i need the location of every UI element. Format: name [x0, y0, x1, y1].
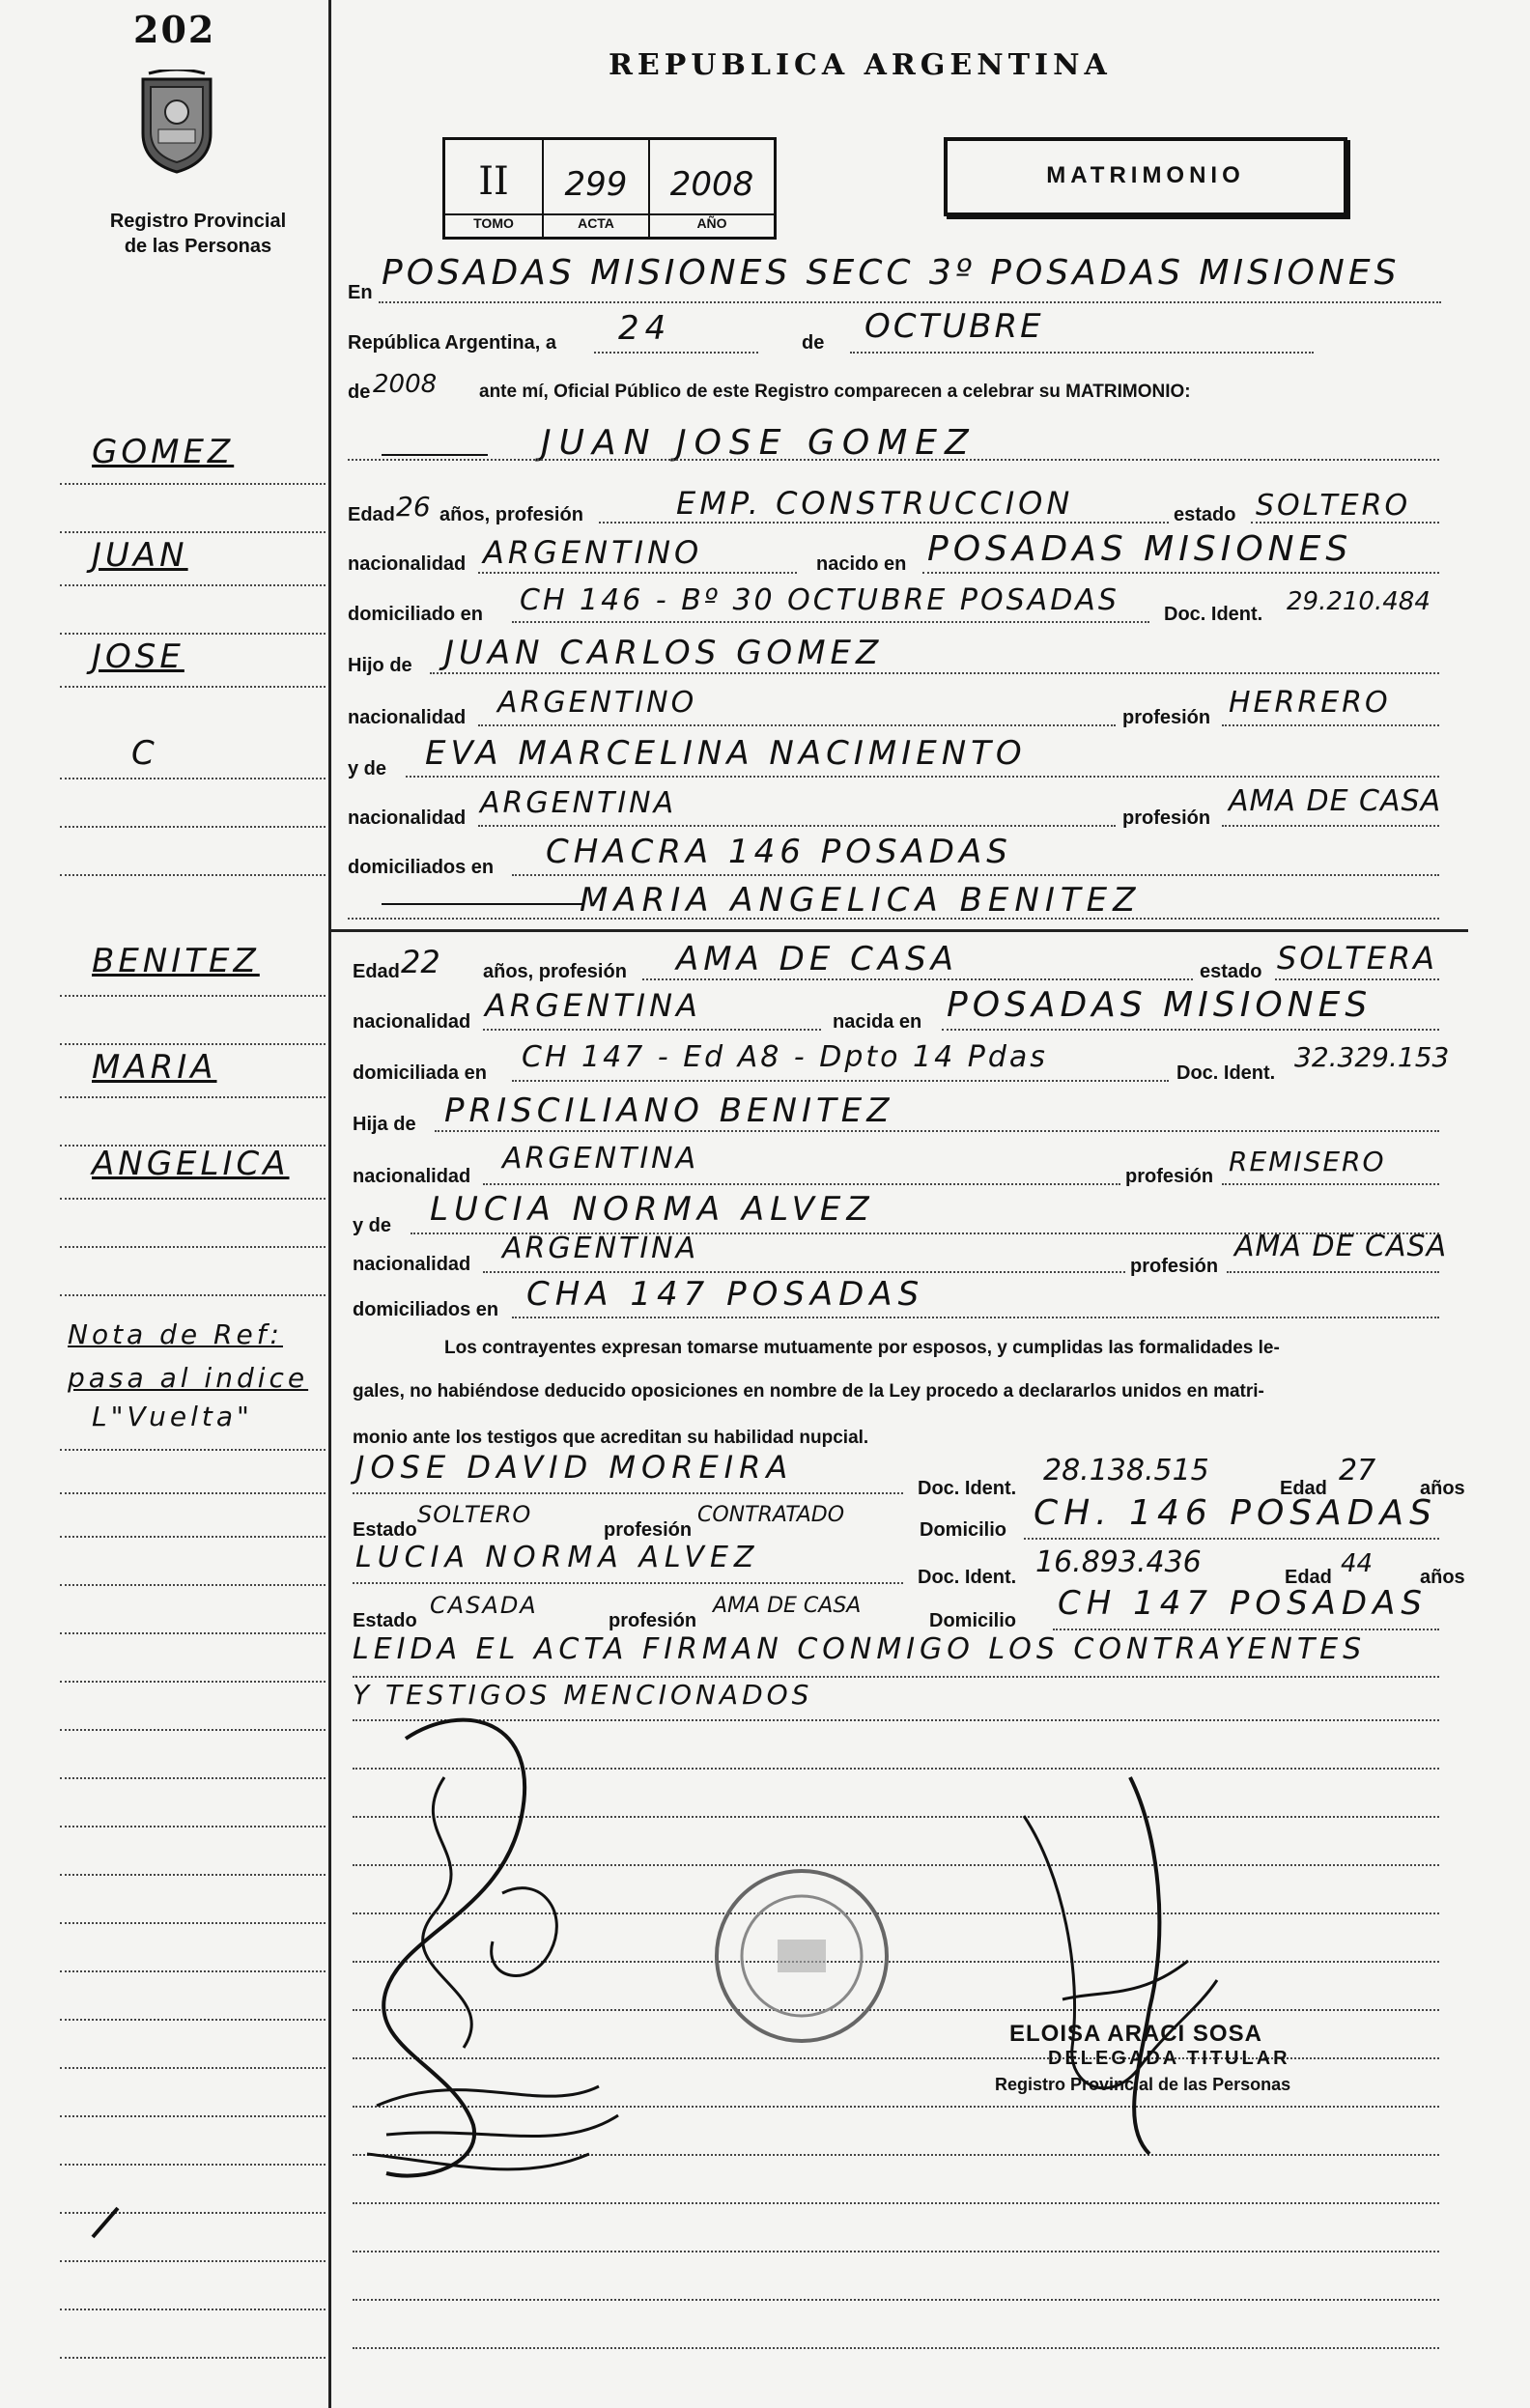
- groom-profession-rule: [599, 522, 1169, 524]
- bride-father-profession: REMISERO: [1229, 1146, 1386, 1177]
- groom-name: JUAN JOSE GOMEZ: [541, 423, 977, 463]
- groom-father-nat-rule: [478, 724, 1116, 726]
- bride-hija-label: Hija de: [353, 1114, 416, 1135]
- bride-mother-nationality: ARGENTINA: [502, 1232, 699, 1265]
- groom-father-profession: HERRERO: [1229, 686, 1391, 720]
- witness1-prof-label: profesión: [604, 1519, 693, 1541]
- groom-nationality: ARGENTINO: [483, 534, 703, 571]
- bride-father-nat-label: nacionalidad: [353, 1166, 471, 1187]
- witness2-doc-label: Doc. Ident.: [918, 1567, 1017, 1588]
- witness1-estado: SOLTERO: [417, 1501, 532, 1528]
- margin-rule: [60, 1681, 326, 1683]
- registry-name-line2: de las Personas: [124, 236, 272, 257]
- margin-rule: [60, 2357, 326, 2359]
- groom-estado: SOLTERO: [1256, 489, 1411, 523]
- margin-rule: [60, 2115, 326, 2117]
- margin-rule: [60, 1874, 326, 1876]
- bride-birthplace-rule: [942, 1029, 1439, 1031]
- tomo-label: TOMO: [473, 215, 514, 231]
- witness2-name: LUCIA NORMA ALVEZ: [355, 1541, 760, 1574]
- margin-rule: [60, 778, 326, 779]
- bride-profession: AMA DE CASA: [676, 940, 958, 978]
- margin-rule: [60, 1246, 326, 1248]
- witness1-edad-label: Edad: [1280, 1478, 1327, 1499]
- month-rule: [850, 352, 1314, 354]
- margin-name-2: JOSE: [92, 637, 184, 676]
- ante-text: ante mí, Oficial Público de este Registro comparecen a celebrar su MATRIMONIO:: [479, 382, 1191, 402]
- bride-estado-label: estado: [1200, 961, 1262, 982]
- margin-rule: [60, 826, 326, 828]
- official-title: DELEGADA TITULAR: [1048, 2048, 1290, 2069]
- margin-note-2: pasa al indice: [68, 1362, 309, 1394]
- groom-father-prof-rule: [1222, 724, 1439, 726]
- witness1-doc: 28.138.515: [1043, 1454, 1209, 1487]
- groom-mother: EVA MARCELINA NACIMIENTO: [425, 734, 1027, 773]
- groom-mother-nationality: ARGENTINA: [480, 786, 677, 820]
- witness1-address: CH. 146 POSADAS: [1034, 1493, 1437, 1533]
- acta-value: 299: [564, 165, 628, 204]
- margin-name-bride-1: MARIA: [92, 1048, 217, 1087]
- margin-rule: [60, 584, 326, 586]
- witness2-dom-label: Domicilio: [929, 1610, 1017, 1631]
- witness2-doc: 16.893.436: [1035, 1545, 1202, 1579]
- acta-label: ACTA: [578, 215, 614, 231]
- margin-name-bride-2: ANGELICA: [92, 1145, 290, 1183]
- bride-parents-dom-label: domiciliados en: [353, 1299, 499, 1320]
- record-type-box: [944, 137, 1347, 216]
- margin-rule: [60, 1536, 326, 1538]
- groom-name-rule: [348, 459, 1439, 461]
- page-number: 202: [133, 8, 216, 51]
- margin-rule: [60, 633, 326, 635]
- official-stamp-icon: [710, 1864, 893, 2048]
- body-rule: [353, 2299, 1439, 2301]
- bride-name-rule: [348, 918, 1439, 920]
- bride-mother-prof-rule: [1227, 1271, 1439, 1273]
- margin-rule: [60, 2067, 326, 2069]
- groom-father-rule: [430, 672, 1439, 674]
- margin-divider: [328, 0, 331, 2408]
- bride-nat-rule: [483, 1029, 821, 1031]
- groom-mother-nat-label: nacionalidad: [348, 807, 467, 829]
- official-signature: [1005, 1758, 1256, 2164]
- margin-name-1: JUAN: [92, 536, 188, 575]
- bride-estado-rule: [1275, 978, 1439, 980]
- republica-label: República Argentina, a: [348, 332, 556, 354]
- bride-father-prof-label: profesión: [1125, 1166, 1214, 1187]
- witness1-doc-label: Doc. Ident.: [918, 1478, 1017, 1499]
- witness2-estado: CASADA: [430, 1592, 538, 1619]
- groom-birthplace: POSADAS MISIONES: [927, 529, 1353, 569]
- ano-value: 2008: [669, 165, 754, 204]
- margin-rule: [60, 995, 326, 997]
- body-rule: [353, 2251, 1439, 2252]
- margin-rule: [60, 2260, 326, 2262]
- margin-surname: GOMEZ: [92, 433, 235, 471]
- groom-estado-rule: [1251, 522, 1439, 524]
- de-label: de: [802, 332, 825, 354]
- bride-father-rule: [435, 1130, 1439, 1132]
- tomo-value: II: [478, 159, 509, 204]
- bride-nationality: ARGENTINA: [485, 987, 701, 1024]
- groom-nat-label: nacionalidad: [348, 553, 467, 575]
- groom-anos-profesion: años, profesión: [439, 504, 583, 525]
- witness1-estado-label: Estado: [353, 1519, 417, 1541]
- witness2-prof-label: profesión: [609, 1610, 697, 1631]
- margin-rule: [60, 483, 326, 485]
- bride-father-prof-rule: [1222, 1183, 1439, 1185]
- witness1-profession: CONTRATADO: [697, 1503, 845, 1527]
- margin-rule: [60, 2309, 326, 2310]
- bride-father: PRISCILIANO BENITEZ: [444, 1091, 894, 1130]
- official-name: ELOISA ARACI SOSA: [1009, 2021, 1262, 2047]
- witness1-age: 27: [1339, 1454, 1376, 1487]
- bride-yde-label: y de: [353, 1215, 392, 1236]
- bride-anos-profesion: años, profesión: [483, 961, 627, 982]
- groom-parents-address: CHACRA 146 POSADAS: [546, 833, 1012, 871]
- margin-note-1: Nota de Ref:: [68, 1318, 283, 1350]
- year-value: 2008: [373, 370, 438, 399]
- bride-address-rule: [512, 1080, 1169, 1082]
- bride-mother-profession: AMA DE CASA: [1234, 1230, 1448, 1263]
- margin-rule: [60, 2164, 326, 2166]
- bride-father-nat-rule: [483, 1183, 1120, 1185]
- groom-profession: EMP. CONSTRUCCION: [676, 485, 1074, 522]
- official-office: Registro Provincial de las Personas: [995, 2075, 1291, 2094]
- bride-edad-label: Edad: [353, 961, 400, 982]
- bride-profession-rule: [642, 978, 1193, 980]
- groom-birthplace-rule: [922, 572, 1439, 574]
- ano-label: AÑO: [696, 215, 727, 231]
- witness1-dom-label: Domicilio: [920, 1519, 1007, 1541]
- margin-rule: [60, 1826, 326, 1827]
- margin-initial: C: [131, 734, 158, 773]
- witness1-anos: años: [1420, 1478, 1465, 1499]
- bride-parents-address-rule: [512, 1317, 1439, 1318]
- margin-note-3: L"Vuelta": [92, 1401, 253, 1432]
- margin-rule: [60, 1632, 326, 1634]
- groom-address-rule: [512, 621, 1149, 623]
- groom-edad-label: Edad: [348, 504, 395, 525]
- margin-surname-bride: BENITEZ: [92, 942, 260, 980]
- groom-father-prof-label: profesión: [1122, 707, 1211, 728]
- groom-parents-address-rule: [512, 874, 1439, 876]
- margin-rule: [60, 1584, 326, 1586]
- declaration-line1: Los contrayentes expresan tomarse mutuamente por esposos, y cumplidas las formalidades le-: [444, 1338, 1280, 1358]
- margin-rule: [60, 686, 326, 688]
- declaration-line3: monio ante los testigos que acreditan su habilidad nupcial.: [353, 1428, 869, 1448]
- bride-dom-label: domiciliada en: [353, 1062, 487, 1084]
- body-rule: [353, 2202, 1439, 2204]
- en-label: En: [348, 282, 373, 303]
- bride-doc-label: Doc. Ident.: [1176, 1062, 1276, 1084]
- witness2-name-rule: [353, 1582, 903, 1584]
- margin-rule: [60, 1970, 326, 1972]
- witness2-address-rule: [1053, 1629, 1439, 1630]
- margin-rule: [60, 1449, 326, 1451]
- groom-dom-label: domiciliado en: [348, 604, 484, 625]
- bride-parents-address: CHA 147 POSADAS: [526, 1275, 925, 1314]
- contrayentes-signatures: [348, 1700, 657, 2202]
- declaration-line2: gales, no habiéndose deducido oposiciones en nombre de la Ley procedo a declararlos unidos en matri-: [353, 1381, 1264, 1402]
- closing-line1: LEIDA EL ACTA FIRMAN CONMIGO LOS CONTRAYENTES: [353, 1632, 1367, 1666]
- groom-yde-label: y de: [348, 758, 387, 779]
- witness1-address-rule: [1024, 1538, 1439, 1540]
- groom-doc-label: Doc. Ident.: [1164, 604, 1263, 625]
- bride-mother: LUCIA NORMA ALVEZ: [430, 1190, 875, 1229]
- witness1-name-rule: [353, 1492, 903, 1494]
- country-heading: REPUBLICA ARGENTINA: [609, 48, 1112, 82]
- groom-mother-rule: [406, 776, 1439, 778]
- year-prefix: de: [348, 382, 371, 403]
- groom-estado-label: estado: [1174, 504, 1236, 525]
- witness2-address: CH 147 POSADAS: [1058, 1584, 1428, 1623]
- groom-hijo-label: Hijo de: [348, 655, 412, 676]
- margin-rule: [60, 1729, 326, 1731]
- day-value: 24: [618, 309, 672, 348]
- groom-bride-separator: [328, 929, 1468, 932]
- witness2-edad-label: Edad: [1285, 1567, 1332, 1588]
- groom-mother-prof-label: profesión: [1122, 807, 1211, 829]
- witness2-age: 44: [1341, 1549, 1374, 1578]
- bride-estado: SOLTERA: [1277, 940, 1438, 977]
- groom-doc: 29.210.484: [1287, 587, 1431, 616]
- witness2-anos: años: [1420, 1567, 1465, 1588]
- witness2-estado-label: Estado: [353, 1610, 417, 1631]
- body-rule: [353, 1676, 1439, 1678]
- place-rule: [379, 301, 1441, 303]
- body-rule: [353, 2347, 1439, 2349]
- bride-mother-prof-label: profesión: [1130, 1256, 1219, 1277]
- bride-name: MARIA ANGELICA BENITEZ: [580, 881, 1142, 920]
- margin-rule: [60, 1096, 326, 1098]
- bride-name-stroke: [382, 903, 584, 905]
- place-value: POSADAS MISIONES SECC 3º POSADAS MISIONES: [382, 253, 1401, 293]
- bride-mother-nat-label: nacionalidad: [353, 1254, 471, 1275]
- groom-father-nationality: ARGENTINO: [497, 686, 697, 720]
- groom-nacido-label: nacido en: [816, 553, 907, 575]
- margin-rule: [60, 531, 326, 533]
- groom-mother-nat-rule: [478, 825, 1116, 827]
- witness2-profession: AMA DE CASA: [713, 1594, 862, 1618]
- day-rule: [594, 352, 758, 354]
- margin-tick-mark: [87, 2202, 126, 2241]
- groom-age: 26: [396, 491, 431, 523]
- bride-father-nationality: ARGENTINA: [502, 1142, 699, 1176]
- groom-nat-rule: [478, 572, 797, 574]
- registry-name-line1: Registro Provincial: [109, 211, 287, 232]
- closing-line2: Y TESTIGOS MENCIONADOS: [353, 1679, 813, 1711]
- margin-rule: [60, 1777, 326, 1779]
- record-number-box: [442, 137, 777, 240]
- bride-nacida-label: nacida en: [833, 1011, 922, 1033]
- registry-seal-icon: [135, 70, 218, 176]
- month-value: OCTUBRE: [864, 307, 1044, 346]
- groom-mother-prof-rule: [1222, 825, 1439, 827]
- margin-rule: [60, 1922, 326, 1924]
- groom-parents-dom-label: domiciliados en: [348, 857, 495, 878]
- margin-rule: [60, 874, 326, 876]
- groom-father: JUAN CARLOS GOMEZ: [444, 634, 884, 672]
- bride-age: 22: [401, 944, 440, 980]
- groom-name-stroke: [382, 454, 488, 456]
- groom-address: CH 146 - Bº 30 OCTUBRE POSADAS: [520, 583, 1119, 617]
- bride-nat-label: nacionalidad: [353, 1011, 471, 1033]
- bride-mother-nat-rule: [483, 1271, 1125, 1273]
- groom-father-nat-label: nacionalidad: [348, 707, 467, 728]
- bride-address: CH 147 - Ed A8 - Dpto 14 Pdas: [522, 1040, 1048, 1074]
- margin-rule: [60, 1492, 326, 1494]
- witness1-name: JOSE DAVID MOREIRA: [355, 1449, 794, 1486]
- bride-doc: 32.329.153: [1294, 1041, 1450, 1073]
- record-type-label: MATRIMONIO: [1046, 162, 1245, 188]
- groom-mother-profession: AMA DE CASA: [1229, 784, 1442, 818]
- margin-rule: [60, 1198, 326, 1200]
- bride-birthplace: POSADAS MISIONES: [947, 985, 1373, 1025]
- margin-rule: [60, 1294, 326, 1296]
- margin-rule: [60, 1043, 326, 1045]
- margin-rule: [60, 2019, 326, 2021]
